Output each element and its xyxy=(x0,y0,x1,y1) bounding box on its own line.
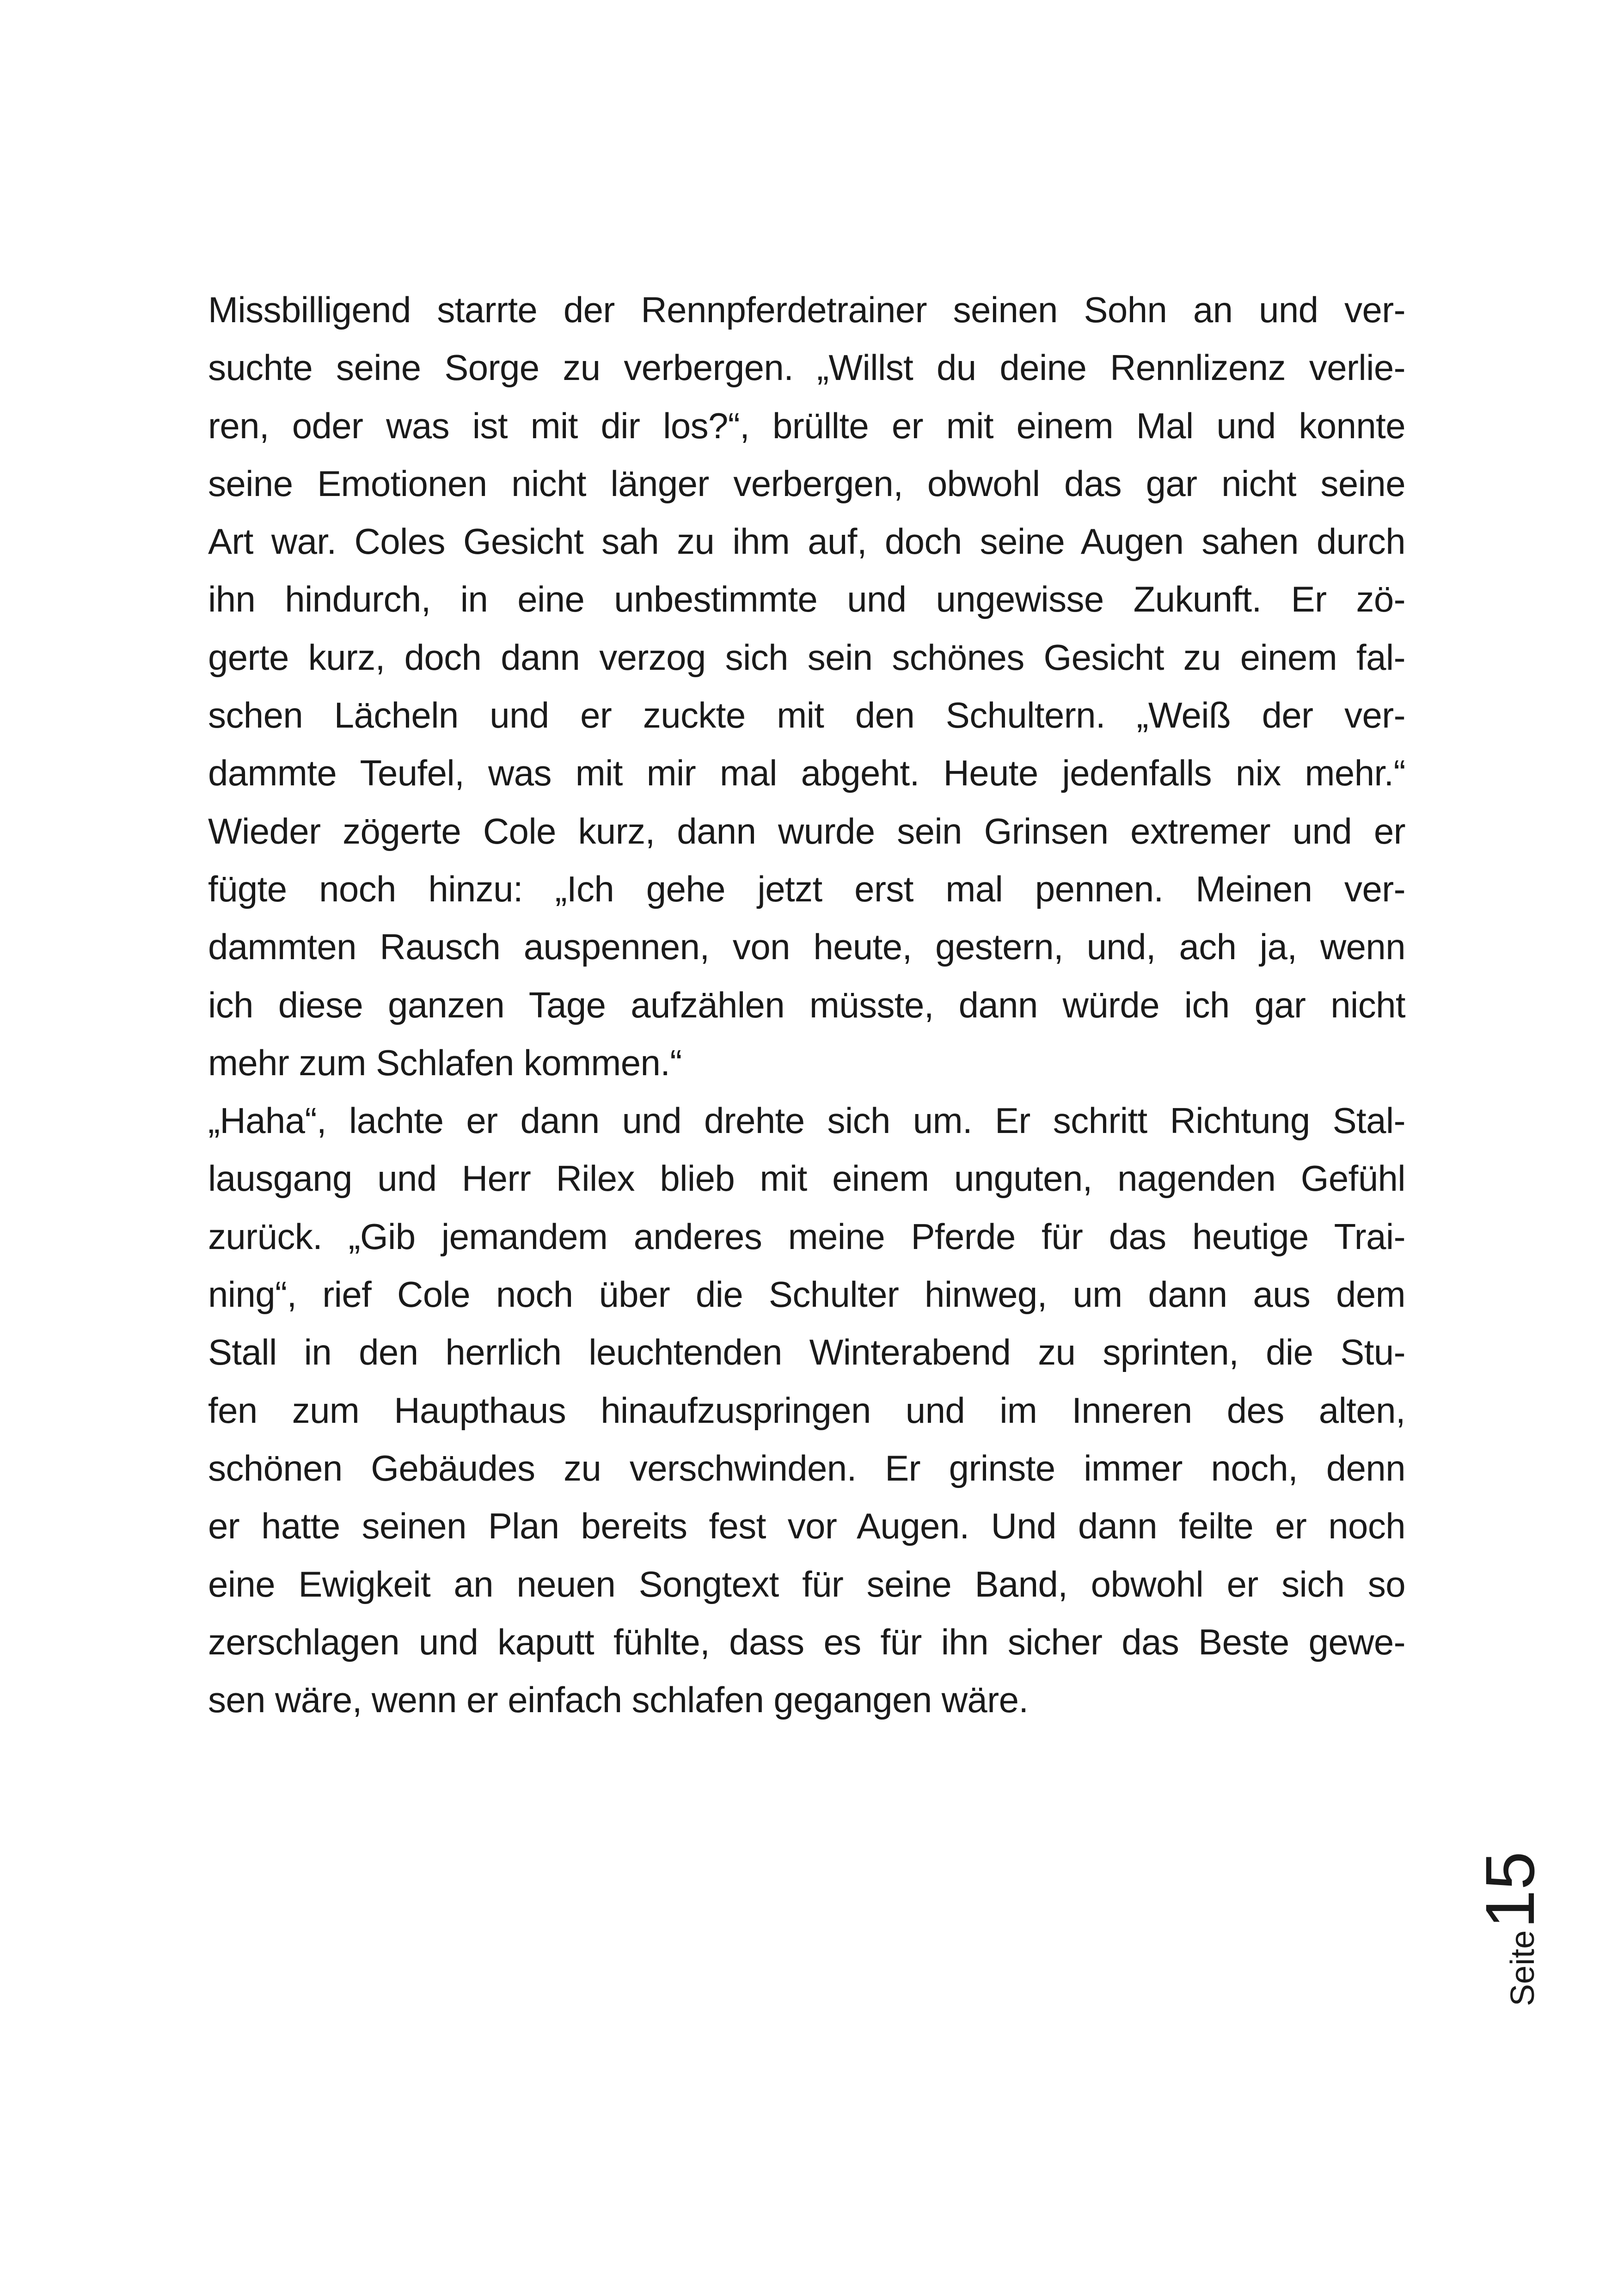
text-line: fen zum Haupthaus hinaufzuspringen und im Inneren des alten, xyxy=(208,1390,1405,1431)
text-line: sen wäre, wenn er einfach schlafen gegangen wäre. xyxy=(208,1679,1029,1720)
page-label: Seite xyxy=(1504,1930,1541,2006)
text-line: ren, oder was ist mit dir los?“, brüllte er mit einem Mal und konnte xyxy=(208,405,1405,446)
text-line: zerschlagen und kaputt fühlte, dass es für ihn sicher das Beste gewe- xyxy=(208,1621,1405,1662)
text-line: Wieder zögerte Cole kurz, dann wurde sein Grinsen extremer und er xyxy=(208,810,1405,851)
text-line: eine Ewigkeit an neuen Songtext für seine Band, obwohl er sich so xyxy=(208,1563,1405,1604)
text-line: fügte noch hinzu: „Ich gehe jetzt erst mal pennen. Meinen ver- xyxy=(208,868,1405,909)
text-line: gerte kurz, doch dann verzog sich sein schönes Gesicht zu einem fal- xyxy=(208,637,1405,678)
text-line: dammte Teufel, was mit mir mal abgeht. Heute jedenfalls nix mehr.“ xyxy=(208,753,1405,794)
text-line: dammten Rausch auspennen, von heute, gestern, und, ach ja, wenn xyxy=(208,926,1405,967)
text-line: „Haha“, lachte er dann und drehte sich um. Er schritt Richtung Stal- xyxy=(208,1100,1405,1141)
body-text xyxy=(208,281,1405,1729)
text-line: schen Lächeln und er zuckte mit den Schultern. „Weiß der ver- xyxy=(208,695,1405,736)
text-line: Stall in den herrlich leuchtenden Winterabend zu sprinten, die Stu- xyxy=(208,1332,1405,1373)
text-line: lausgang und Herr Rilex blieb mit einem unguten, nagenden Gefühl xyxy=(208,1158,1405,1199)
text-line: ihn hindurch, in eine unbestimmte und ungewisse Zukunft. Er zö- xyxy=(208,579,1405,620)
text-line: seine Emotionen nicht länger verbergen, obwohl das gar nicht seine xyxy=(208,463,1405,504)
text-line: suchte seine Sorge zu verbergen. „Willst du deine Rennlizenz verlie- xyxy=(208,347,1405,388)
text-line: ich diese ganzen Tage aufzählen müsste, dann würde ich gar nicht xyxy=(208,984,1405,1025)
page-number: 15 xyxy=(1471,1851,1549,1929)
text-line: schönen Gebäudes zu verschwinden. Er grinste immer noch, denn xyxy=(208,1447,1405,1488)
text-line: Missbilligend starrte der Rennpferdetrainer seinen Sohn an und ver- xyxy=(208,289,1405,330)
text-line: Art war. Coles Gesicht sah zu ihm auf, doch seine Augen sahen durch xyxy=(208,521,1405,562)
text-line: zurück. „Gib jemandem anderes meine Pferde für das heutige Trai- xyxy=(208,1216,1405,1257)
text-line: ning“, rief Cole noch über die Schulter hinweg, um dann aus dem xyxy=(208,1274,1405,1315)
page-number-marker xyxy=(1470,1821,1549,2006)
text-line: er hatte seinen Plan bereits fest vor Augen. Und dann feilte er noch xyxy=(208,1506,1405,1547)
text-line: mehr zum Schlafen kommen.“ xyxy=(208,1042,682,1083)
